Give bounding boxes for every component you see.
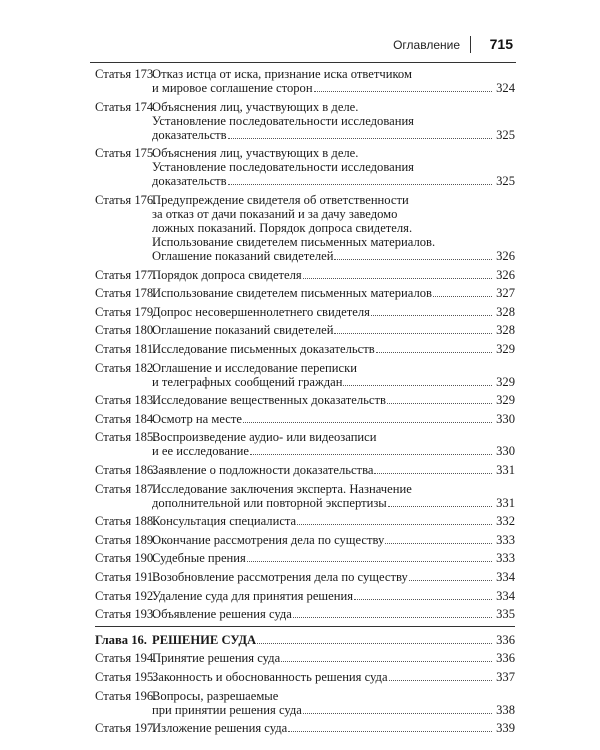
toc-entry-page-number: 334 [496, 569, 515, 584]
toc-entry[interactable] [95, 144, 515, 191]
dot-leader [334, 258, 492, 260]
toc-entry-title-line: ложных показаний. Порядок допроса свидетеля. [152, 221, 413, 236]
toc-entry-label: Статья 192. [95, 588, 157, 603]
toc-entry[interactable] [95, 719, 515, 738]
toc-entry-label: Статья 191. [95, 569, 157, 584]
toc-entry-label: Статья 177. [95, 267, 157, 282]
dot-leader [374, 472, 492, 474]
toc-entry-title-line: при принятии решения суда [152, 702, 302, 717]
toc-entry[interactable] [95, 303, 515, 322]
toc-entry-title-line: дополнительной или повторной экспертизы [152, 495, 387, 510]
dot-leader [334, 332, 492, 334]
dot-leader [303, 712, 492, 714]
toc-entry-body [152, 193, 515, 263]
toc-entry-page-number: 329 [496, 393, 515, 408]
toc-entry-body [152, 482, 515, 510]
toc-entry-title-line: Окончание рассмотрения дела по существу [152, 532, 385, 547]
toc-entry-page-number: 331 [496, 495, 515, 510]
toc-entry-title-line: Использование свидетелем письменных материалов. [152, 235, 436, 250]
dot-leader [243, 421, 492, 423]
toc-entry-page-number: 337 [496, 669, 515, 684]
toc-entry-body [152, 633, 515, 647]
dot-leader [387, 402, 492, 404]
toc-entry-page-number: 326 [496, 249, 515, 264]
dot-leader [247, 560, 492, 562]
toc-entry-label: Статья 183. [95, 393, 157, 408]
toc-entry-body [152, 286, 515, 300]
dot-leader [409, 579, 492, 581]
toc-entry-page-number: 333 [496, 551, 515, 566]
toc-entry-page-number: 325 [496, 174, 515, 189]
dot-leader [343, 384, 492, 386]
toc-entry-body [152, 393, 515, 407]
toc-entry-body [152, 651, 515, 665]
toc-entry-title-line: Предупреждение свидетеля об ответственности [152, 193, 409, 208]
toc-entry-label: Статья 195. [95, 669, 157, 684]
dot-leader [389, 679, 492, 681]
toc-entry[interactable] [95, 512, 515, 531]
toc-entry-body [152, 146, 515, 188]
toc-entry-title-line: Исследование вещественных доказательств [152, 393, 386, 408]
toc-entry-label: Статья 182. [95, 360, 157, 375]
toc-entry-label: Статья 186. [95, 463, 157, 478]
dot-leader [293, 616, 492, 618]
toc-entry-page-number: 327 [496, 286, 515, 301]
toc-entry[interactable] [95, 479, 515, 512]
toc-entry-label: Статья 190. [95, 551, 157, 566]
dot-leader [354, 598, 492, 600]
toc-entry-body [152, 268, 515, 282]
toc-entry-body [152, 100, 515, 142]
toc-entry-title-line: Установление последовательности исследования [152, 113, 414, 128]
toc-entry-title-line: Исследование письменных доказательств [152, 342, 375, 357]
toc-entry-label: Статья 197. [95, 721, 157, 736]
toc-entry[interactable] [95, 649, 515, 668]
toc-entry-body [152, 570, 515, 584]
toc-entry-page-number: 324 [496, 81, 515, 96]
toc-entry-page-number: 330 [496, 411, 515, 426]
toc-entry-title-line: Допрос несовершеннолетнего свидетеля [152, 304, 370, 319]
toc-entry-label: Статья 176. [95, 193, 157, 208]
dot-leader [388, 505, 492, 507]
toc-entry-label: Статья 173. [95, 67, 157, 82]
toc-entry-label: Статья 189. [95, 532, 157, 547]
toc-entry-title-line: Отказ истца от иска, признание иска ответчиком [152, 67, 412, 82]
toc-entry-body [152, 342, 515, 356]
toc-entry-page-number: 329 [496, 374, 515, 389]
header-page-number: 715 [489, 36, 513, 52]
toc-entry-title-line: Изложение решения суда [152, 721, 288, 736]
toc-entry-page-number: 328 [496, 323, 515, 338]
toc-entry-page-number: 328 [496, 304, 515, 319]
toc-entry-page-number: 332 [496, 514, 515, 529]
toc-entry-title-line: доказательств [152, 127, 227, 142]
toc-entry-title-line: Консультация специалиста [152, 514, 297, 529]
toc-entry-title-line: Оглашение показаний свидетелей [152, 323, 334, 338]
dot-leader [385, 542, 492, 544]
dot-leader [257, 642, 492, 644]
dot-leader [376, 351, 492, 353]
dot-leader [371, 314, 492, 316]
toc-chapter-entry[interactable] [95, 630, 515, 649]
toc-entry-title-line: Порядок допроса свидетеля [152, 267, 302, 282]
chapter-divider [95, 626, 515, 627]
toc-entry-title-line: Возобновление рассмотрения дела по существу [152, 569, 408, 584]
toc-entry-label: Статья 178. [95, 286, 157, 301]
toc-entry-page-number: 333 [496, 532, 515, 547]
dot-leader [314, 90, 492, 92]
toc-entry-title-line: Вопросы, разрешаемые [152, 688, 279, 703]
toc-entry-title-line: и мировое соглашение сторон [152, 81, 313, 96]
toc-entry-title-line: Законность и обоснованность решения суда [152, 669, 388, 684]
toc-entry-body [152, 607, 515, 621]
toc-entry-page-number: 336 [496, 651, 515, 666]
toc-entry[interactable] [95, 410, 515, 429]
toc-entry-page-number: 325 [496, 127, 515, 142]
header-section-title: Оглавление [393, 38, 460, 52]
toc-entry[interactable] [95, 98, 515, 145]
toc-entry[interactable] [95, 428, 515, 461]
toc-entry-body [152, 551, 515, 565]
toc-entry-title-line: Объяснения лиц, участвующих в деле. [152, 146, 359, 161]
toc-entry-body [152, 463, 515, 477]
toc-entry-label: Статья 194. [95, 651, 157, 666]
toc-entry[interactable] [95, 340, 515, 359]
toc-entry-label: Статья 180. [95, 323, 157, 338]
dot-leader [250, 453, 492, 455]
toc-entry-title-line: за отказ от дачи показаний и за дачу заведомо [152, 207, 398, 222]
toc-entry[interactable] [95, 568, 515, 587]
toc-entry-body [152, 430, 515, 458]
toc-entry-label: Статья 188. [95, 514, 157, 529]
toc-entry-title-line: Объявление решения суда [152, 607, 292, 622]
toc-entry-body [152, 589, 515, 603]
toc-entry-page-number: 335 [496, 607, 515, 622]
toc-entry-body [152, 721, 515, 735]
running-header [90, 32, 516, 63]
toc-entry-label: Статья 187. [95, 481, 157, 496]
toc-entry[interactable] [95, 358, 515, 391]
toc-entry-title-line: Использование свидетелем письменных материалов [152, 286, 432, 301]
toc-entry-page-number: 330 [496, 444, 515, 459]
toc-entry[interactable] [95, 531, 515, 550]
toc-entry[interactable] [95, 549, 515, 568]
toc-entry-title-line: Объяснения лиц, участвующих в деле. [152, 99, 359, 114]
toc-entry[interactable] [95, 686, 515, 719]
toc-entry-title-line: Судебные прения [152, 551, 246, 566]
table-of-contents [95, 65, 515, 737]
dot-leader [433, 295, 492, 297]
toc-entry-body [152, 533, 515, 547]
toc-entry-body [152, 689, 515, 717]
toc-entry-label: Статья 174. [95, 99, 157, 114]
toc-entry-title-line: РЕШЕНИЕ СУДА [152, 632, 257, 647]
toc-entry-title-line: и телеграфных сообщений граждан [152, 374, 343, 389]
toc-entry[interactable] [95, 191, 515, 266]
toc-entry[interactable] [95, 461, 515, 480]
dot-leader [281, 660, 492, 662]
toc-entry-label: Статья 184. [95, 411, 157, 426]
toc-entry-label: Статья 193. [95, 607, 157, 622]
toc-entry-title-line: Оглашение показаний свидетелей [152, 249, 334, 264]
toc-entry-body [152, 305, 515, 319]
header-separator [470, 36, 471, 53]
toc-entry-body [152, 514, 515, 528]
toc-entry-page-number: 338 [496, 702, 515, 717]
toc-entry-title-line: Удаление суда для принятия решения [152, 588, 353, 603]
toc-entry-body [152, 323, 515, 337]
toc-entry[interactable] [95, 321, 515, 340]
toc-entry-label: Статья 179. [95, 304, 157, 319]
toc-entry[interactable] [95, 284, 515, 303]
dot-leader [228, 183, 492, 185]
toc-entry-title-line: Заявление о подложности доказательства [152, 463, 374, 478]
dot-leader [297, 523, 492, 525]
toc-entry-title-line: Осмотр на месте [152, 411, 242, 426]
toc-entry-label: Глава 16. [95, 632, 147, 647]
toc-entry[interactable] [95, 586, 515, 605]
dot-leader [288, 730, 492, 732]
toc-entry-body [152, 412, 515, 426]
toc-entry-page-number: 339 [496, 721, 515, 736]
toc-entry[interactable] [95, 65, 515, 98]
toc-entry-body [152, 670, 515, 684]
toc-entry-body [152, 67, 515, 95]
toc-entry-title-line: доказательств [152, 174, 227, 189]
toc-entry-label: Статья 181. [95, 342, 157, 357]
toc-entry-page-number: 326 [496, 267, 515, 282]
toc-entry-title-line: Воспроизведение аудио- или видеозаписи [152, 430, 377, 445]
toc-entry-page-number: 334 [496, 588, 515, 603]
toc-entry-page-number: 331 [496, 463, 515, 478]
dot-leader [228, 137, 492, 139]
toc-entry-page-number: 329 [496, 342, 515, 357]
toc-entry[interactable] [95, 668, 515, 687]
toc-entry-label: Статья 196. [95, 688, 157, 703]
toc-entry-title-line: Оглашение и исследование переписки [152, 360, 357, 375]
toc-entry-label: Статья 175. [95, 146, 157, 161]
toc-entry-body [152, 361, 515, 389]
toc-entry-page-number: 336 [496, 632, 515, 647]
toc-entry-title-line: Установление последовательности исследования [152, 160, 414, 175]
dot-leader [303, 277, 492, 279]
toc-entry-label: Статья 185. [95, 430, 157, 445]
toc-entry-title-line: и ее исследование [152, 444, 249, 459]
toc-entry[interactable] [95, 265, 515, 284]
toc-entry[interactable] [95, 605, 515, 624]
toc-entry-title-line: Исследование заключения эксперта. Назначение [152, 481, 412, 496]
toc-entry[interactable] [95, 391, 515, 410]
toc-entry-title-line: Принятие решения суда [152, 651, 281, 666]
